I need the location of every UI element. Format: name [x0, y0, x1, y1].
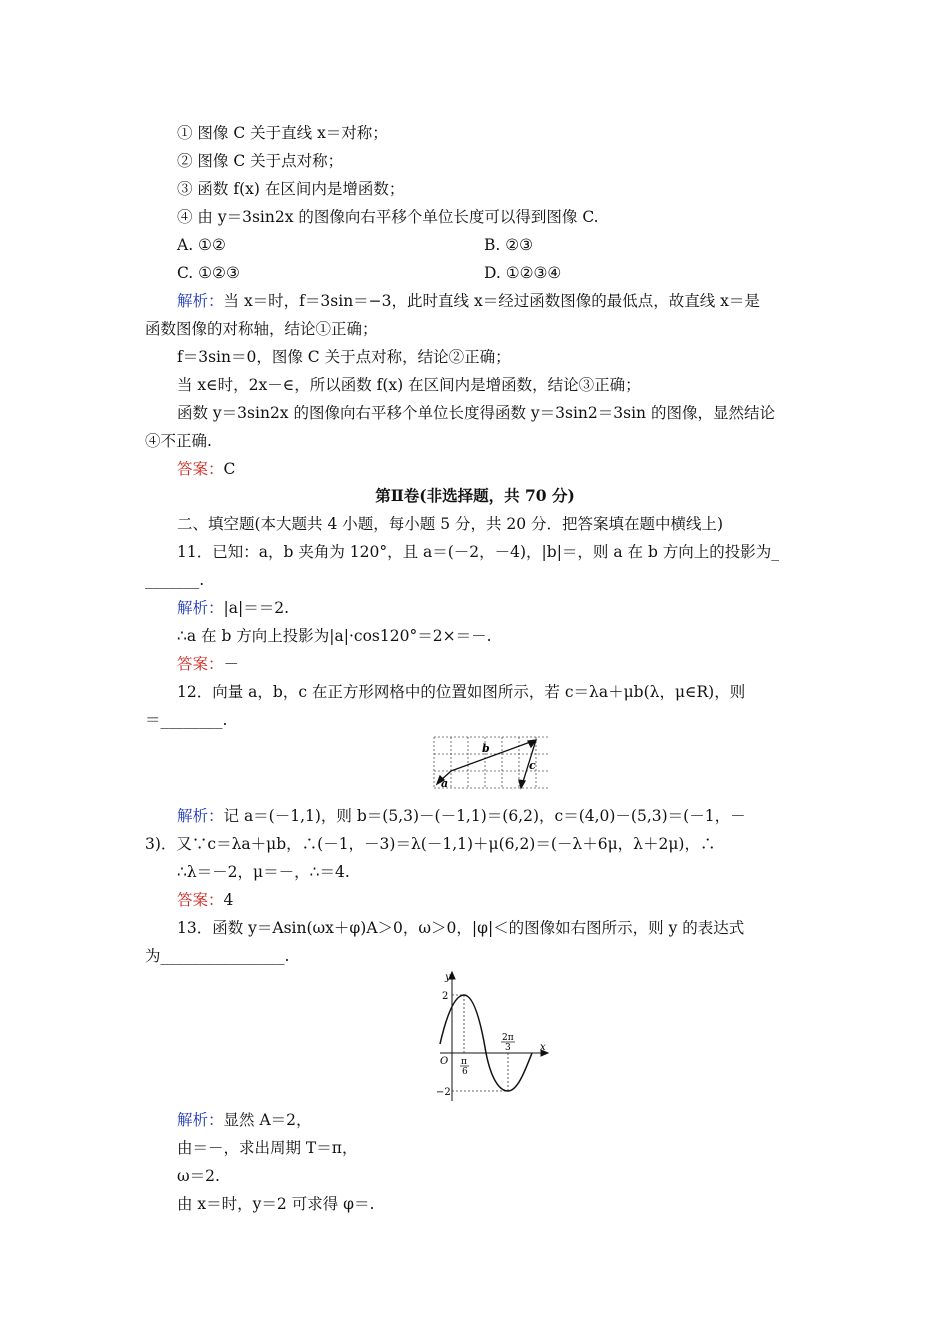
analysis-11-line-2: ∴a 在 b 方向上投影为|a|·cos120°＝2×＝－. — [177, 627, 492, 645]
analysis-13-line-1: 解析：显然 A＝2， — [177, 1111, 312, 1129]
part-two-heading: 二、填空题(本大题共 4 小题，每小题 5 分，共 20 分．把答案填在题中横线上) — [177, 515, 724, 533]
question-12: 12．向量 a，b，c 在正方形网格中的位置如图所示，若 c＝λa＋μb(λ，μ∈R)，则 — [177, 683, 746, 701]
analysis-10-line-4: 当 x∈时，2x－∈，所以函数 f(x) 在区间内是增函数，结论③正确； — [177, 376, 641, 394]
statement-2: ② 图像 C 关于点对称； — [177, 152, 344, 170]
y-axis-label: y — [445, 972, 451, 983]
answer-12: 答案：4 — [177, 891, 234, 909]
y-min-label: −2 — [436, 1087, 451, 1098]
vector-a-label: a — [441, 777, 449, 790]
analysis-11-line-1: 解析：|a|＝＝2. — [177, 599, 289, 617]
statement-3: ③ 函数 f(x) 在区间内是增函数； — [177, 180, 405, 198]
sine-graph-figure — [430, 968, 555, 1104]
analysis-10-line-6: ④不正确. — [145, 432, 212, 450]
analysis-10-line-5: 函数 y＝3sin2x 的图像向右平移个单位长度得函数 y＝3sin2＝3sin 的图像，显然结论 — [177, 404, 775, 422]
vector-grid-figure — [432, 735, 552, 791]
pi-over-6-top: π — [461, 1057, 467, 1067]
x-axis-label: x — [540, 1042, 546, 1053]
analysis-12-line-2: 3)．又∵c＝λa＋μb，∴(－1，－3)＝λ(－1,1)＋μ(6,2)＝(－λ＋6μ，λ＋2μ)，∴ — [145, 835, 716, 853]
question-13: 13．函数 y＝Asin(ωx＋φ)A＞0，ω＞0，|φ|＜的图像如右图所示，则 y 的表达式 — [177, 919, 745, 937]
question-12-blank: ＝________. — [145, 711, 228, 729]
statement-1: ① 图像 C 关于直线 x＝对称； — [177, 124, 388, 142]
pi-over-6-bottom: 6 — [462, 1067, 468, 1077]
option-a: A. ①② — [177, 236, 226, 254]
answer-label: 答案： — [177, 460, 224, 478]
answer-10: 答案：C — [177, 460, 236, 478]
section-title: 第Ⅱ卷(非选择题，共 70 分) — [375, 486, 575, 505]
analysis-10-line-3: f＝3sin＝0，图像 C 关于点对称，结论②正确； — [177, 348, 511, 366]
statement-4: ④ 由 y＝3sin2x 的图像向右平移个单位长度可以得到图像 C. — [177, 208, 599, 226]
vector-b-label: b — [482, 742, 490, 755]
analysis-13-line-3: ω＝2. — [177, 1167, 220, 1185]
question-11-blank: _______. — [145, 571, 205, 589]
analysis-10-line-2: 函数图像的对称轴，结论①正确； — [145, 320, 378, 338]
option-c: C. ①②③ — [177, 264, 240, 282]
analysis-12-line-1: 解析：记 a＝(－1,1)，则 b＝(5,3)－(－1,1)＝(6,2)，c＝(4,0)－(5,3)＝(－1，－ — [177, 807, 746, 825]
answer-11: 答案：－ — [177, 655, 240, 673]
two-pi-over-3-top: 2π — [502, 1033, 514, 1043]
option-d: D. ①②③④ — [484, 264, 562, 282]
two-pi-over-3-bottom: 3 — [505, 1043, 511, 1053]
analysis-13-line-2: 由＝－，求出周期 T＝π， — [177, 1139, 358, 1157]
analysis-13-line-4: 由 x＝时，y＝2 可求得 φ＝. — [177, 1195, 375, 1213]
y-max-label: 2 — [442, 991, 449, 1002]
vector-c-label: c — [529, 759, 536, 772]
analysis-10-line-1: 解析：当 x＝时，f＝3sin＝−3，此时直线 x＝经过函数图像的最低点，故直线 x＝是 — [177, 292, 760, 310]
analysis-12-line-3: ∴λ＝－2，μ＝－，∴＝4. — [177, 863, 350, 881]
origin-label: O — [440, 1056, 449, 1067]
analysis-label: 解析： — [177, 292, 224, 310]
option-b: B. ②③ — [484, 236, 534, 254]
question-13-blank: 为________________. — [145, 947, 290, 965]
question-11: 11．已知：a，b 夹角为 120°，且 a＝(－2，－4)，|b|＝，则 a 在 b 方向上的投影为_ — [177, 543, 780, 561]
